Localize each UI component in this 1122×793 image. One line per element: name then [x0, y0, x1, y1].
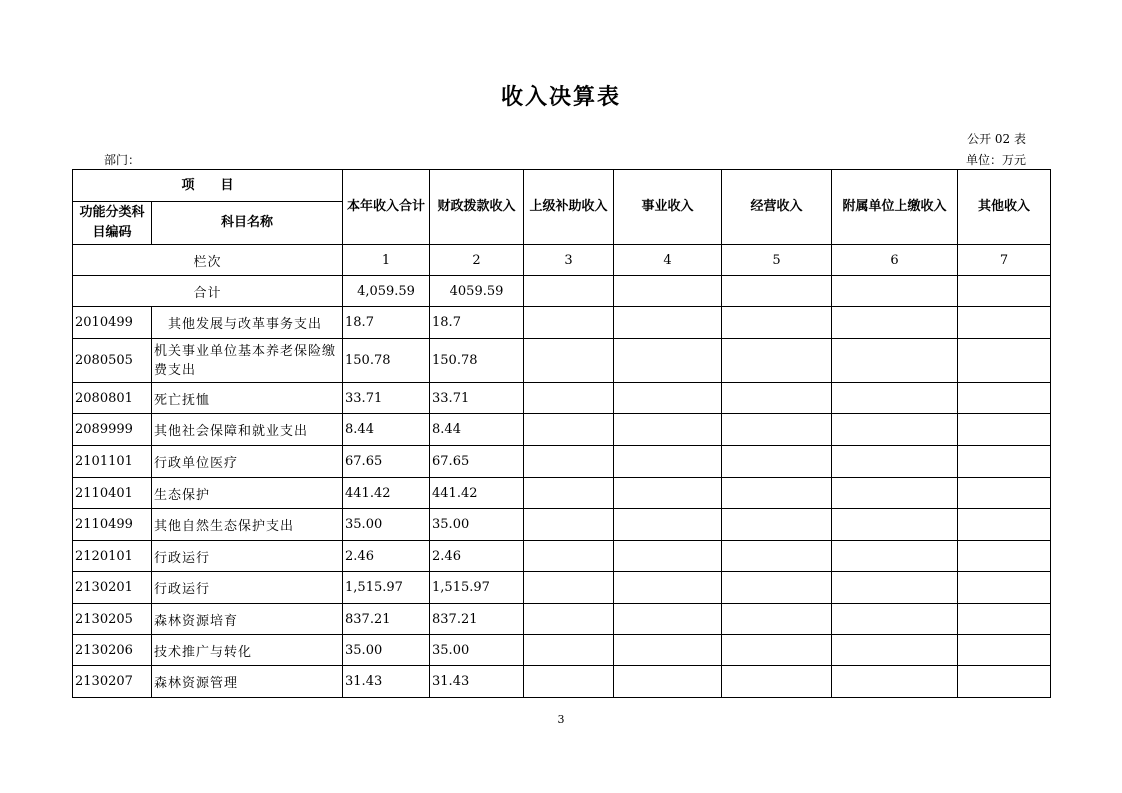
row-total: 18.7 [343, 307, 430, 339]
empty-cell [524, 446, 614, 478]
row-name: 其他发展与改革事务支出 [152, 307, 343, 339]
table-row [73, 307, 1051, 339]
empty-cell [614, 478, 722, 509]
empty-cell [722, 414, 832, 446]
total-row [73, 276, 1051, 307]
table-row [73, 509, 1051, 541]
empty-cell [958, 666, 1051, 698]
row-name: 机关事业单位基本养老保险缴费支出 [152, 339, 343, 383]
row-fiscal: 837.21 [430, 604, 524, 635]
row-total: 31.43 [343, 666, 430, 698]
table-row [73, 446, 1051, 478]
row-code: 2110401 [73, 478, 152, 509]
row-name: 其他自然生态保护支出 [152, 509, 343, 541]
empty-cell [958, 307, 1051, 339]
row-fiscal: 1,515.97 [430, 572, 524, 604]
row-code: 2130207 [73, 666, 152, 698]
row-total: 1,515.97 [343, 572, 430, 604]
empty-cell [524, 635, 614, 666]
row-total: 837.21 [343, 604, 430, 635]
empty-cell [614, 541, 722, 572]
empty-cell [614, 307, 722, 339]
empty-cell [958, 446, 1051, 478]
empty-cell [722, 572, 832, 604]
empty-cell [524, 307, 614, 339]
empty-cell [832, 339, 958, 383]
empty-cell [722, 307, 832, 339]
empty-cell [524, 414, 614, 446]
empty-cell [614, 666, 722, 698]
row-code: 2130201 [73, 572, 152, 604]
empty-cell [524, 509, 614, 541]
empty-cell [524, 572, 614, 604]
row-name: 森林资源管理 [152, 666, 343, 698]
total-fiscal: 4059.59 [430, 276, 524, 307]
empty-cell [832, 541, 958, 572]
row-code: 2010499 [73, 307, 152, 339]
header-total-income: 本年收入合计 [343, 170, 430, 245]
index-row [73, 245, 1051, 276]
row-code: 2080505 [73, 339, 152, 383]
header-affiliate-income: 附属单位上缴收入 [832, 170, 958, 245]
index-cell: 6 [832, 245, 958, 276]
row-name: 行政单位医疗 [152, 446, 343, 478]
header-project: 项 目 [73, 170, 343, 202]
empty-cell [524, 541, 614, 572]
empty-cell [958, 604, 1051, 635]
empty-cell [722, 541, 832, 572]
table-row [73, 572, 1051, 604]
row-total: 35.00 [343, 635, 430, 666]
empty-cell [832, 572, 958, 604]
row-fiscal: 33.71 [430, 383, 524, 414]
empty-cell [722, 383, 832, 414]
total-label: 合计 [73, 276, 343, 307]
header-code: 功能分类科目编码 [73, 202, 152, 245]
row-total: 441.42 [343, 478, 430, 509]
empty-cell [524, 339, 614, 383]
empty-cell [958, 635, 1051, 666]
row-fiscal: 8.44 [430, 414, 524, 446]
empty-cell [614, 414, 722, 446]
empty-cell [614, 604, 722, 635]
empty-cell [722, 604, 832, 635]
index-cell: 3 [524, 245, 614, 276]
empty-cell [722, 509, 832, 541]
row-fiscal: 441.42 [430, 478, 524, 509]
table-row [73, 604, 1051, 635]
index-cell: 2 [430, 245, 524, 276]
header-fiscal-income: 财政拨款收入 [430, 170, 524, 245]
row-fiscal: 35.00 [430, 635, 524, 666]
form-number: 公开 02 表 [967, 132, 1026, 146]
table-row [73, 666, 1051, 698]
total-amount: 4,059.59 [343, 276, 430, 307]
empty-cell [524, 478, 614, 509]
empty-cell [832, 307, 958, 339]
row-total: 8.44 [343, 414, 430, 446]
row-code: 2130205 [73, 604, 152, 635]
empty-cell [832, 383, 958, 414]
header-superior-subsidy: 上级补助收入 [524, 170, 614, 245]
row-name: 死亡抚恤 [152, 383, 343, 414]
empty-cell [722, 635, 832, 666]
empty-cell [614, 339, 722, 383]
row-fiscal: 31.43 [430, 666, 524, 698]
department-label: 部门： [104, 153, 141, 167]
row-fiscal: 150.78 [430, 339, 524, 383]
row-fiscal: 18.7 [430, 307, 524, 339]
row-fiscal: 67.65 [430, 446, 524, 478]
empty-cell [614, 383, 722, 414]
header-business-income: 事业收入 [614, 170, 722, 245]
row-total: 67.65 [343, 446, 430, 478]
empty-cell [958, 383, 1051, 414]
empty-cell [958, 572, 1051, 604]
empty-cell [722, 666, 832, 698]
row-code: 2089999 [73, 414, 152, 446]
row-total: 2.46 [343, 541, 430, 572]
table-row [73, 541, 1051, 572]
unit-label: 单位：万元 [965, 153, 1026, 167]
empty-cell [614, 509, 722, 541]
empty-cell [722, 446, 832, 478]
empty-cell [614, 635, 722, 666]
table-row [73, 414, 1051, 446]
empty-cell [958, 414, 1051, 446]
empty-cell [524, 666, 614, 698]
row-name: 森林资源培育 [152, 604, 343, 635]
page-number: 3 [557, 713, 565, 726]
empty-cell [524, 604, 614, 635]
index-cell: 7 [958, 245, 1051, 276]
header-name: 科目名称 [152, 202, 343, 245]
index-cell: 4 [614, 245, 722, 276]
empty-cell [832, 446, 958, 478]
row-total: 150.78 [343, 339, 430, 383]
table-row [73, 383, 1051, 414]
table-row [73, 478, 1051, 509]
row-total: 33.71 [343, 383, 430, 414]
empty-cell [832, 635, 958, 666]
empty-cell [832, 604, 958, 635]
empty-cell [524, 383, 614, 414]
row-name: 生态保护 [152, 478, 343, 509]
empty-cell [958, 339, 1051, 383]
page-title: 收入决算表 [500, 85, 621, 110]
row-name: 行政运行 [152, 541, 343, 572]
empty-cell [832, 414, 958, 446]
empty-cell [832, 509, 958, 541]
empty-cell [958, 509, 1051, 541]
row-code: 2101101 [73, 446, 152, 478]
index-label: 栏次 [73, 245, 343, 276]
empty-cell [958, 478, 1051, 509]
income-table [72, 169, 1051, 698]
row-code: 2120101 [73, 541, 152, 572]
empty-cell [614, 572, 722, 604]
table-row [73, 339, 1051, 383]
index-cell: 1 [343, 245, 430, 276]
index-cell: 5 [722, 245, 832, 276]
empty-cell [722, 339, 832, 383]
row-name: 行政运行 [152, 572, 343, 604]
empty-cell [722, 478, 832, 509]
empty-cell [832, 666, 958, 698]
header-operating-income: 经营收入 [722, 170, 832, 245]
row-fiscal: 35.00 [430, 509, 524, 541]
table-row [73, 635, 1051, 666]
row-name: 其他社会保障和就业支出 [152, 414, 343, 446]
empty-cell [958, 541, 1051, 572]
row-code: 2080801 [73, 383, 152, 414]
row-fiscal: 2.46 [430, 541, 524, 572]
row-code: 2130206 [73, 635, 152, 666]
empty-cell [832, 478, 958, 509]
row-total: 35.00 [343, 509, 430, 541]
row-name: 技术推广与转化 [152, 635, 343, 666]
header-other-income: 其他收入 [958, 170, 1051, 245]
empty-cell [614, 446, 722, 478]
row-code: 2110499 [73, 509, 152, 541]
